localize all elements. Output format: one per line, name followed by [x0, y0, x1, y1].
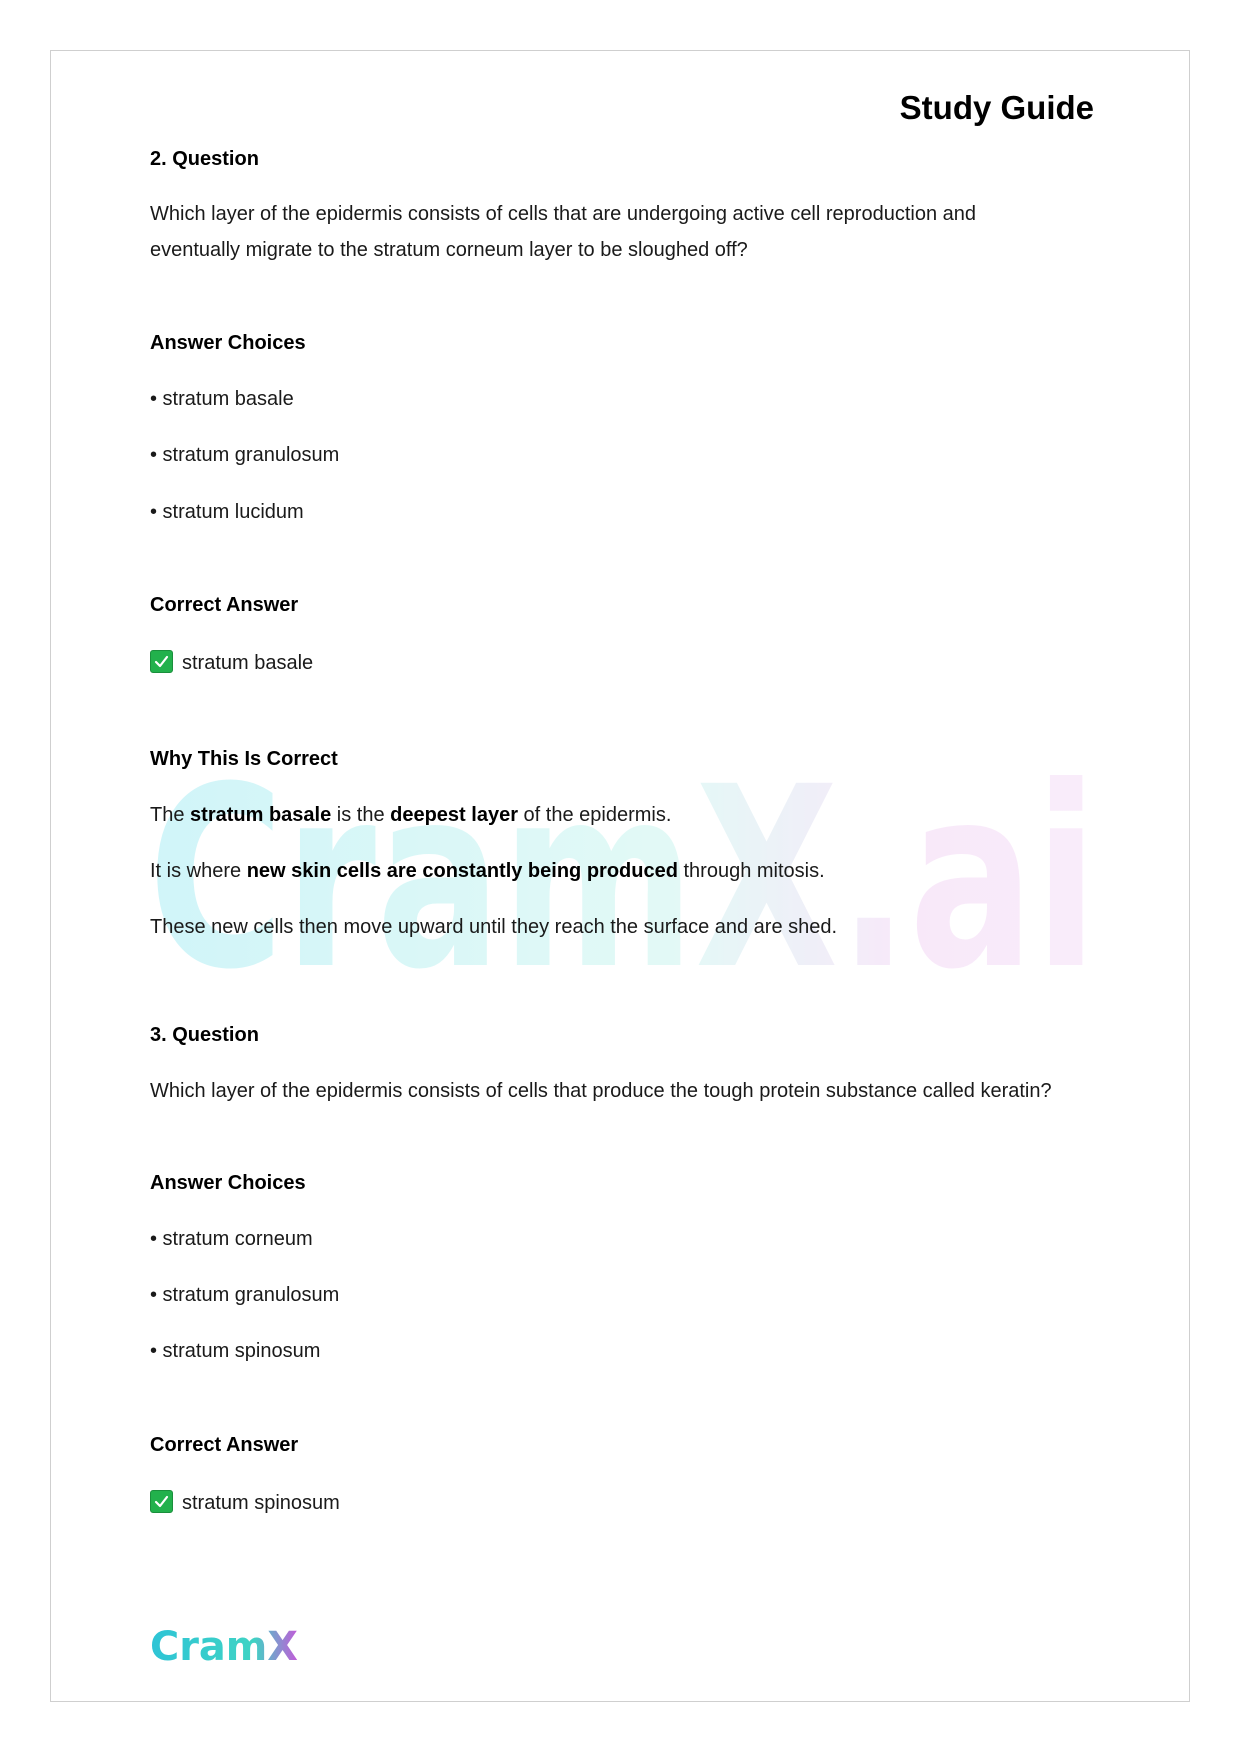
text-span: It is where	[150, 860, 247, 882]
explanation-paragraph	[150, 802, 671, 828]
checkmark-icon	[150, 650, 173, 673]
question-3-choices-heading: Answer Choices	[150, 1172, 306, 1194]
question-3-choice: • stratum corneum	[150, 1228, 313, 1250]
explanation-paragraph: These new cells then move upward until they reach the surface and are shed.	[150, 916, 838, 938]
emphasis-text: new skin cells are constantly being produced	[246, 860, 678, 882]
question-2-correct-answer-text: stratum basale	[182, 652, 314, 674]
page-title: Study Guide	[899, 89, 1094, 126]
question-2-choice: • stratum basale	[150, 388, 294, 410]
question-2-choice: • stratum granulosum	[150, 444, 340, 466]
question-2-correct-answer	[150, 650, 313, 676]
question-2-explanation-heading: Why This Is Correct	[150, 748, 338, 770]
cramx-logo-icon	[150, 1620, 300, 1670]
question-2-choice: • stratum lucidum	[150, 501, 304, 523]
question-2-text-line-2: eventually migrate to the stratum corneum layer to be sloughed off?	[150, 239, 748, 261]
text-span: is the	[331, 804, 391, 826]
emphasis-text: stratum basale	[190, 804, 332, 826]
question-2-choices-heading: Answer Choices	[150, 332, 306, 354]
checkmark-icon	[150, 1490, 173, 1513]
question-2-correct-heading: Correct Answer	[150, 594, 299, 616]
question-3-correct-answer	[150, 1490, 340, 1516]
question-3-choice: • stratum granulosum	[150, 1284, 340, 1306]
svg-text:CramX: CramX	[150, 1624, 299, 1670]
question-2-text-line-1: Which layer of the epidermis consists of cells that are undergoing active cell reproduction and	[150, 203, 976, 225]
question-3-choice: • stratum spinosum	[150, 1340, 321, 1362]
question-3-correct-answer-text: stratum spinosum	[182, 1492, 340, 1514]
question-3-text: Which layer of the epidermis consists of cells that produce the tough protein substance called keratin?	[150, 1080, 1052, 1102]
text-span: The	[150, 804, 191, 826]
question-3-correct-heading: Correct Answer	[150, 1434, 299, 1456]
text-span: through mitosis.	[677, 860, 825, 882]
explanation-paragraph	[150, 858, 825, 884]
emphasis-text: deepest layer	[390, 804, 518, 826]
svg-text:CramX.ai: CramX.ai	[148, 760, 1098, 1000]
text-span: of the epidermis.	[517, 804, 672, 826]
question-3-number: 3. Question	[150, 1024, 259, 1046]
question-2-number: 2. Question	[150, 148, 259, 170]
